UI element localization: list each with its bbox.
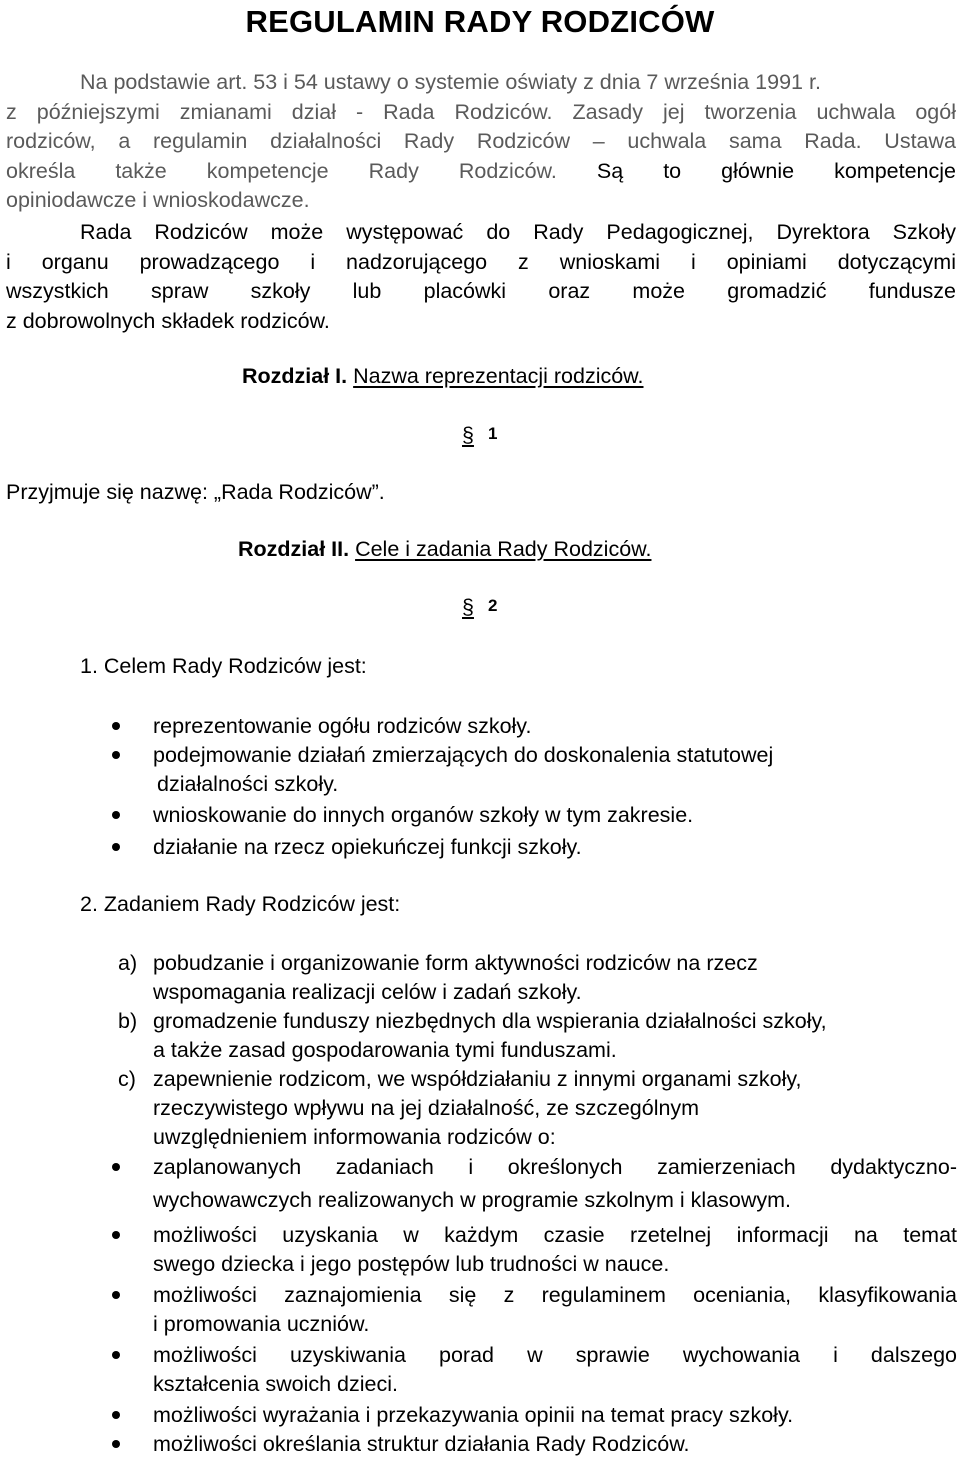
bullet-icon xyxy=(112,1163,120,1171)
name-statement: Przyjmuje się nazwę: „Rada Rodziców”. xyxy=(6,480,385,504)
section-sign: § xyxy=(462,423,474,447)
chapter-1-heading xyxy=(242,364,644,389)
paragraph-1-marker xyxy=(462,423,497,448)
intro-line-3: rodziców, a regulamin działalności Rady Rodziców – uchwala sama Rada. Ustawa xyxy=(6,129,956,153)
rada-line-4: z dobrowolnych składek rodziców. xyxy=(6,308,330,333)
rada-line-1: Rada Rodziców może występować do Rady Pedagogicznej, Dyrektora Szkoły xyxy=(80,220,956,244)
task-heading: 2. Zadaniem Rady Rodziców jest: xyxy=(80,892,401,916)
intro-line-4a: określa także kompetencje Rady Rodziców. xyxy=(6,158,557,183)
goal-heading: 1. Celem Rady Rodziców jest: xyxy=(80,654,367,678)
rada-paragraph xyxy=(6,218,956,336)
bullet-icon xyxy=(112,1231,120,1239)
paragraph-1-number: 1 xyxy=(487,424,498,443)
paragraph-2-marker xyxy=(462,595,497,620)
document-page: REGULAMIN RADY RODZICÓW Na podstawie art. 53 i 54 ustawy o systemie oświaty z dnia 7 września 1991 r. z późniejszymi zmianami dział - Rada Rodziców. Zasady jej tworzenia uchwala ogół rodziców, a regulamin działalności Rady Rodziców – uchwala sama Rada. Ustawa określa także kompetencje Rady Rodziców. Są to głównie kompetencje opiniodawcze i wnioskodawcze. Rada Rodziców może występować do Rady Pedagogicznej, Dyrektora Szkoły i organu prowadzącego i nadzorującego z wnioskami i opiniami dotyczącymi wszystkich spraw szkoły lub placówki oraz może gromadzić fundusze z dobrowolnych składek rodziców. Rozdział I. Nazwa reprezentacji rodziców. § 1 Przyjmuje się nazwę: „Rada Rodziców”. Rozdział II. Cele i zadania Rady Rodziców. § 2 1. Celem Rady Rodziców jest: reprezentowanie ogółu rodziców szkoły. podejmowanie działań zmierzających do doskonalenia statutowej działalności szkoły. wnioskowanie do innych organów szkoły w tym zakresie. działanie na rzecz opiekuńczej funkcji szkoły. 2. Zadaniem Rady Rodziców jest: a) pobudzanie i organizowanie form aktywności rodziców na rzecz wspomagania realizacji celów i zadań szkoły. b) gromadzenie funduszy niezbędnych dla wspierania działalności szkoły, a także zasad gospodarowania tymi funduszami. c) zapewnienie rodzicom, we współdziałaniu z innymi organami szkoły, rzeczywistego wpływu na jej działalność, ze szczególnym uwzględnieniem informowania rodziców o: zaplanowanych zadaniach i określonych zamierzeniach dydaktyczno- wychowawczych realizowanych w programie szkolnym i klasowym. możliwości uzyskania w każdym czasie rzetelnej informacji na temat swego dziecka i jego postępów lub trudności w nauce. możliwości zaznajomienia się z regulaminem oceniania, klasyfikowania i promowania uczniów. możliwości uzyskiwania porad w sprawie wychowania i dalszego kształcenia swoich dzieci. możliwości wyrażania i przekazywania opinii na temat pracy szkoły. możliwości określania struktur działania Rady Rodziców. xyxy=(0,0,960,1460)
bullet-icon xyxy=(112,843,120,851)
bullet-icon xyxy=(112,1291,120,1299)
rada-line-2: i organu prowadzącego i nadzorującego z wnioskami i opiniami dotyczącymi xyxy=(6,249,956,274)
section-sign: § xyxy=(462,595,474,619)
rada-line-3: wszystkich spraw szkoły lub placówki oraz może gromadzić fundusze xyxy=(6,279,956,303)
chapter-2-heading xyxy=(238,537,651,562)
chapter-1-title: Nazwa reprezentacji rodziców. xyxy=(353,364,644,388)
intro-line-2: z późniejszymi zmianami dział - Rada Rodziców. Zasady jej tworzenia uchwala ogół xyxy=(6,99,956,124)
chapter-2-title: Cele i zadania Rady Rodziców. xyxy=(355,537,652,561)
chapter-2-label: Rozdział II. xyxy=(238,537,350,561)
bullet-icon xyxy=(112,1411,120,1419)
intro-line-1: Na podstawie art. 53 i 54 ustawy o systemie oświaty z dnia 7 września 1991 r. xyxy=(80,70,821,94)
bullet-icon xyxy=(112,1351,120,1359)
bullet-icon xyxy=(112,722,120,730)
intro-paragraph xyxy=(6,68,956,216)
document-title: REGULAMIN RADY RODZICÓW xyxy=(245,4,715,39)
intro-line-5: opiniodawcze i wnioskodawcze. xyxy=(6,188,310,212)
bullet-icon xyxy=(112,811,120,819)
intro-line-4b: Są to głównie kompetencje xyxy=(596,158,956,183)
intro-line-4 xyxy=(6,157,956,187)
bullet-icon xyxy=(112,751,120,759)
chapter-1-label: Rozdział I. xyxy=(242,364,348,388)
bullet-icon xyxy=(112,1440,120,1448)
paragraph-2-number: 2 xyxy=(487,596,498,615)
